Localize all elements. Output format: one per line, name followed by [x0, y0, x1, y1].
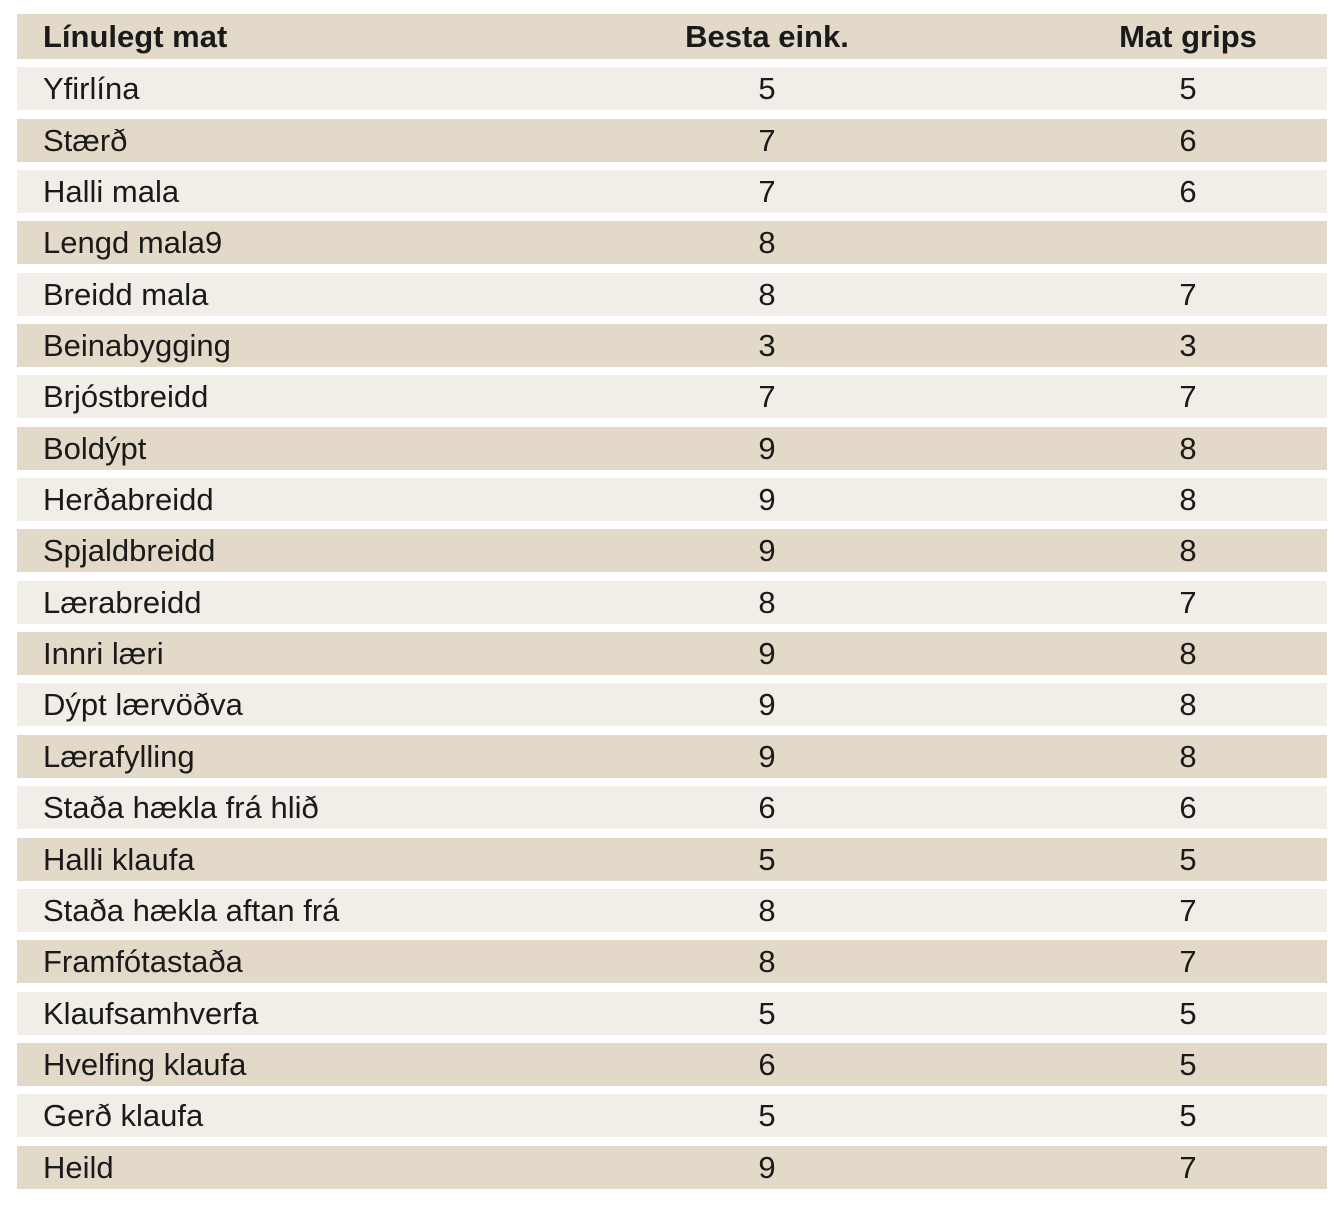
table-row: Brjóstbreidd 7 7: [17, 375, 1327, 418]
table-row: Lengd mala9 8: [17, 221, 1327, 264]
trait-name: Lengd mala9: [43, 225, 223, 261]
table-row: Breidd mala 8 7: [17, 273, 1327, 316]
trait-name: Hvelfing klaufa: [43, 1046, 247, 1082]
trait-name: Dýpt lærvöðva: [43, 687, 243, 723]
table-body: [17, 67, 1327, 1188]
table-row: Gerð klaufa 5 5: [17, 1094, 1327, 1137]
trait-name: Lærafylling: [43, 738, 195, 774]
scores-table: [17, 14, 1327, 1197]
table-row: Herðabreidd 9 8: [17, 478, 1327, 521]
header-linear-assessment: Línulegt mat: [43, 19, 228, 54]
trait-name: Yfirlína: [43, 71, 140, 107]
table-row: Yfirlína 5 5: [17, 67, 1327, 110]
trait-name: Framfótastaða: [43, 944, 243, 980]
table-row: Staða hækla frá hlið 6 6: [17, 786, 1327, 829]
trait-name: Breidd mala: [43, 276, 209, 312]
table-row: Staða hækla aftan frá 8 7: [17, 889, 1327, 932]
trait-name: Staða hækla aftan frá: [43, 892, 340, 928]
table-row: Stærð 7 6: [17, 119, 1327, 162]
table-row: Lærafylling 9 8: [17, 735, 1327, 778]
trait-name: Innri læri: [43, 636, 164, 672]
table-row: Klaufsamhverfa 5 5: [17, 992, 1327, 1035]
trait-name: Halli mala: [43, 174, 180, 210]
trait-name: Lærabreidd: [43, 584, 202, 620]
table-row: Lærabreidd 8 7: [17, 581, 1327, 624]
trait-name: Boldýpt: [43, 430, 147, 466]
trait-name: Klaufsamhverfa: [43, 995, 259, 1031]
trait-name: Gerð klaufa: [43, 1098, 204, 1134]
trait-name: Stærð: [43, 122, 128, 158]
table-row: Heild 9 7: [17, 1146, 1327, 1189]
trait-name: Beinabygging: [43, 328, 231, 364]
table-row: Framfótastaða 8 7: [17, 940, 1327, 983]
table-row: Spjaldbreidd 9 8: [17, 529, 1327, 572]
table-row: Halli klaufa 5 5: [17, 838, 1327, 881]
trait-name: Staða hækla frá hlið: [43, 790, 319, 826]
trait-name: Halli klaufa: [43, 841, 195, 877]
trait-name: Herðabreidd: [43, 482, 214, 518]
table-row: Hvelfing klaufa 6 5: [17, 1043, 1327, 1086]
trait-name: Heild: [43, 1149, 114, 1185]
table-row: Beinabygging 3 3: [17, 324, 1327, 367]
table-row: Halli mala 7 6: [17, 170, 1327, 213]
table-row: Dýpt lærvöðva 9 8: [17, 683, 1327, 726]
trait-name: Brjóstbreidd: [43, 379, 209, 415]
table-header-row: Línulegt mat Besta eink. Mat grips: [17, 14, 1327, 59]
table-row: Boldýpt 9 8: [17, 427, 1327, 470]
table-row: Innri læri 9 8: [17, 632, 1327, 675]
trait-name: Spjaldbreidd: [43, 533, 216, 569]
